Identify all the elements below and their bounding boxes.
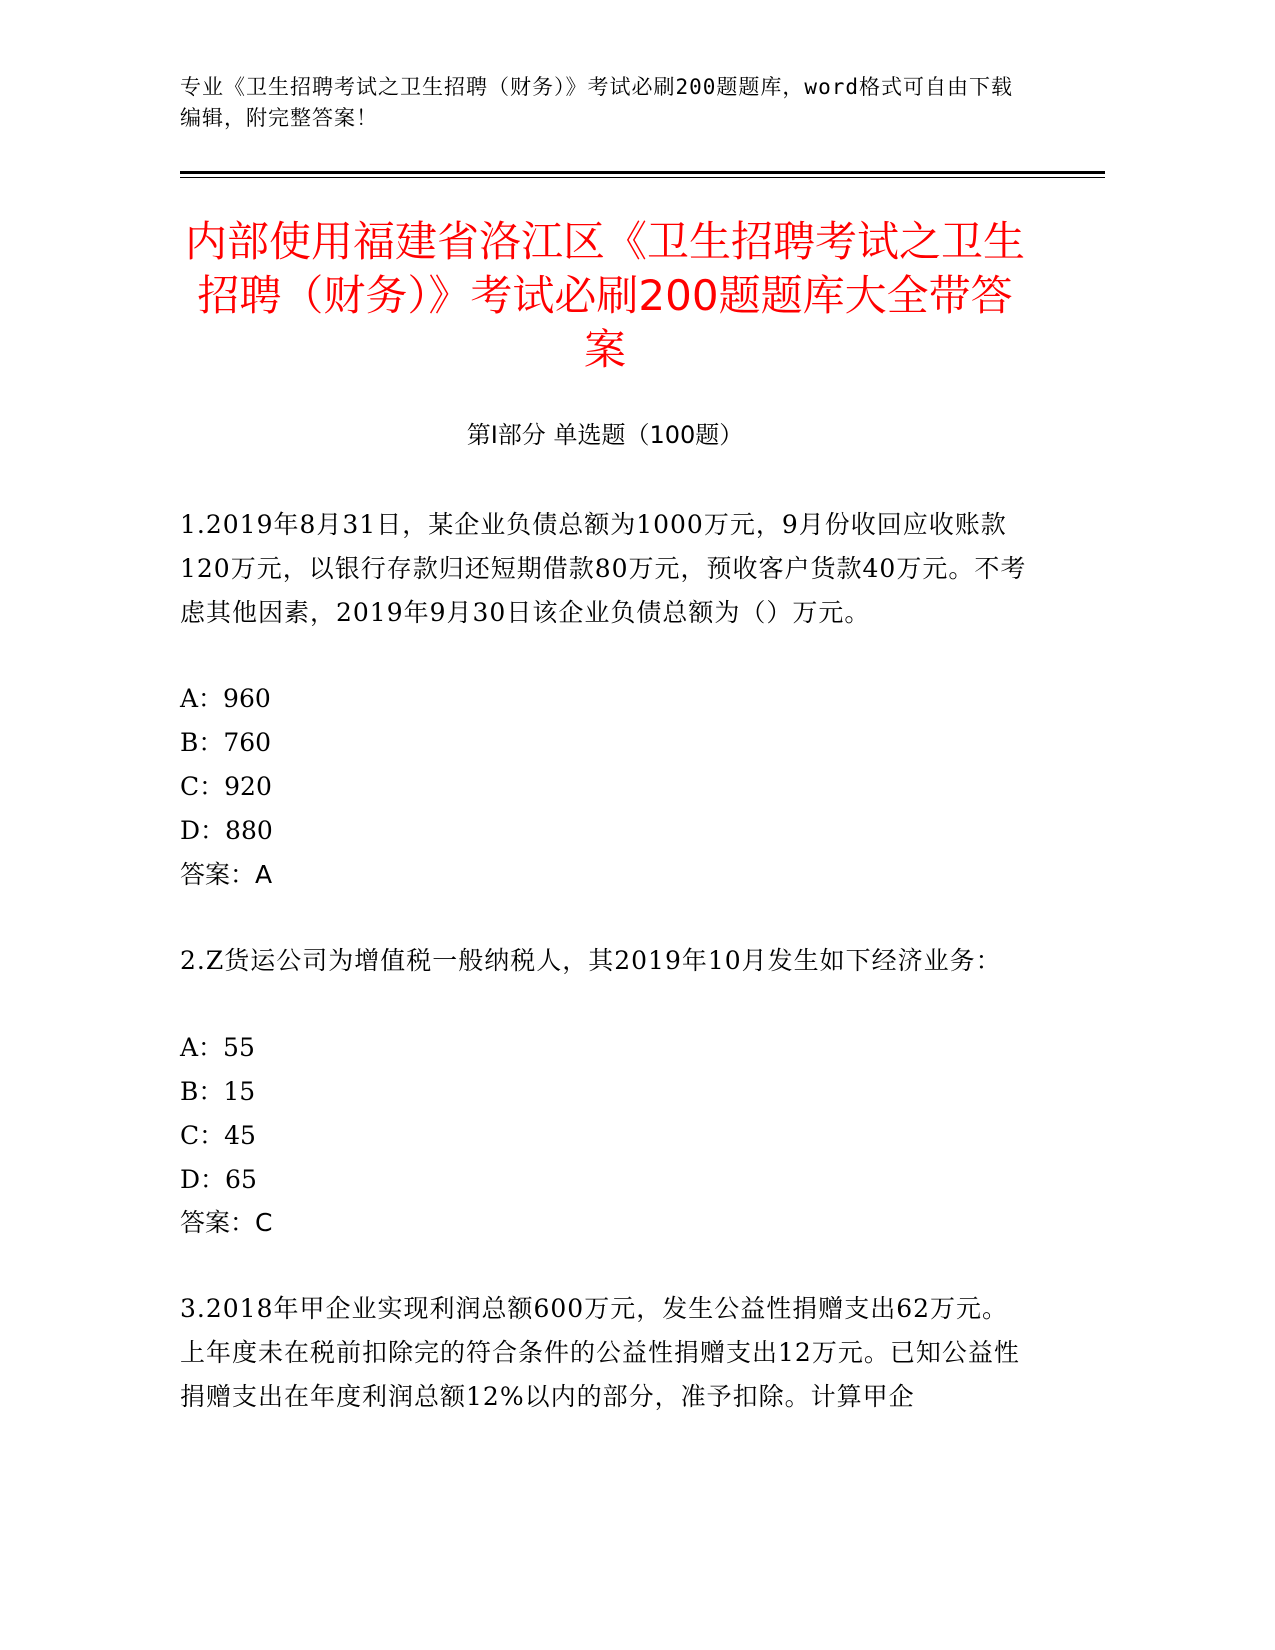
question-1-option-a: A：960 [180,684,271,713]
question-2-option-d: D：65 [180,1165,257,1194]
question-2-option-b: B：15 [180,1077,256,1106]
question-2-option-c: C：45 [180,1121,256,1150]
header-divider-thick [180,171,1105,174]
header-divider-thin [180,177,1105,178]
header-note: 专业《卫生招聘考试之卫生招聘（财务）》考试必刷200题题库，word格式可自由下载编辑，附完整答案！ [180,75,1013,130]
question-1-option-c: C：920 [180,772,272,801]
question-1-text: 1.2019年8月31日，某企业负债总额为1000万元，9月份收回应收账款120万元，以银行存款归还短期借款80万元，预收客户货款40万元。不考虑其他因素，2019年9月30日该企业负债总额为（）万元。 [180,510,1027,627]
document-title: 内部使用福建省洛江区《卫生招聘考试之卫生招聘（财务）》考试必刷200题题库大全带答案 [184,217,1025,374]
question-2-answer: 答案：C [180,1208,273,1237]
question-2-option-a: A：55 [180,1033,255,1062]
question-1-option-b: B：760 [180,728,272,757]
question-1-option-d: D：880 [180,816,273,845]
question-3-text: 3.2018年甲企业实现利润总额600万元，发生公益性捐赠支出62万元。上年度未在税前扣除完的符合条件的公益性捐赠支出12万元。已知公益性捐赠支出在年度利润总额12%以内的部分，准予扣除。计算甲企 [180,1294,1020,1411]
question-1-answer: 答案：A [180,860,273,889]
question-2-text: 2.Z货运公司为增值税一般纳税人，其2019年10月发生如下经济业务： [180,946,1002,975]
section-title: 第Ⅰ部分 单选题（100题） [466,421,744,449]
